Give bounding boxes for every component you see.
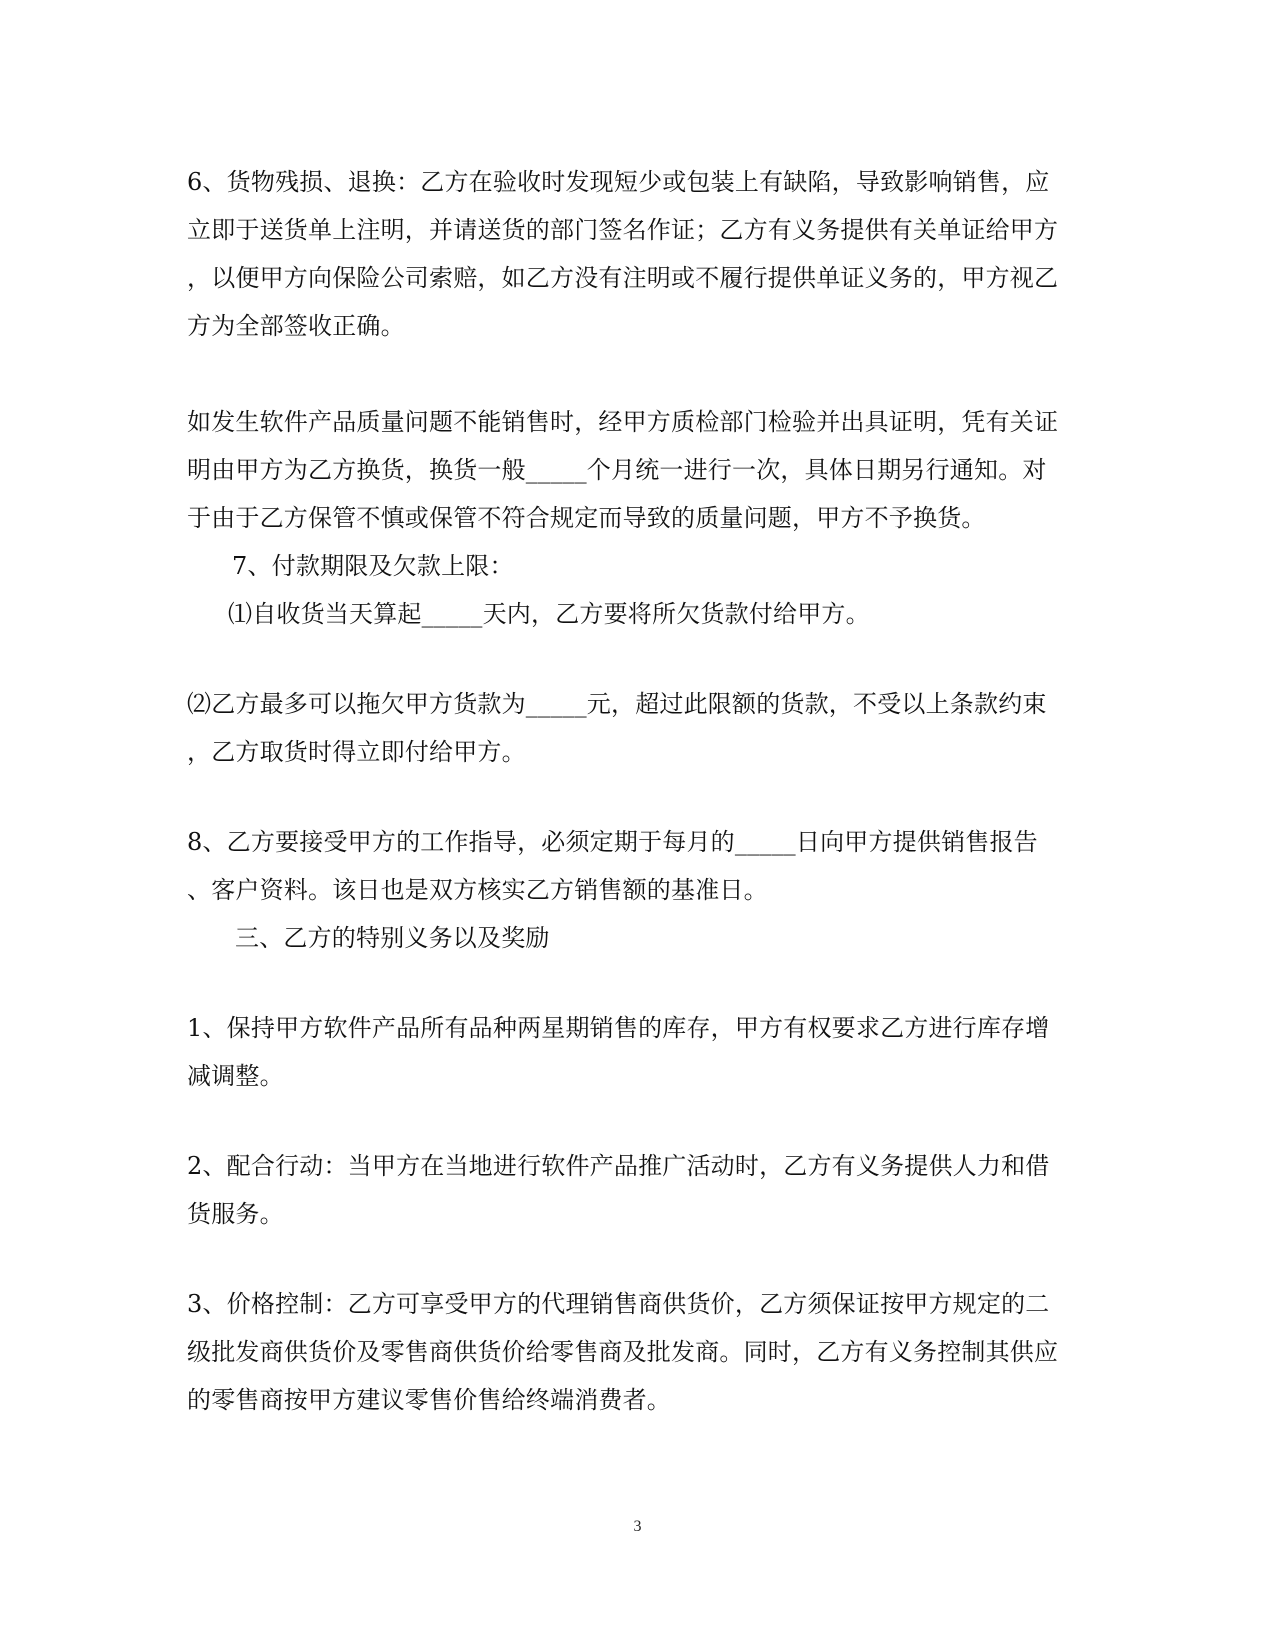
obligation-1-line-1: 1、保持甲方软件产品所有品种两星期销售的库存，甲方有权要求乙方进行库存增	[187, 1014, 1050, 1042]
clause-7-item-2-line-1: ⑵乙方最多可以拖欠甲方货款为_____元，超过此限额的货款，不受以上条款约束	[187, 690, 1047, 718]
obligation-2-line-2: 货服务。	[187, 1200, 284, 1228]
obligation-3-line-2: 级批发商供货价及零售商供货价给零售商及批发商。同时，乙方有义务控制其供应	[187, 1338, 1059, 1366]
clause-6-line-2: 立即于送货单上注明，并请送货的部门签名作证；乙方有义务提供有关单证给甲方	[187, 216, 1059, 244]
obligation-3-line-1: 3、价格控制：乙方可享受甲方的代理销售商供货价，乙方须保证按甲方规定的二	[187, 1290, 1050, 1318]
clause-8-line-1: 8、乙方要接受甲方的工作指导，必须定期于每月的_____日向甲方提供销售报告	[187, 828, 1038, 856]
quality-paragraph-line-2: 明由甲方为乙方换货，换货一般_____个月统一进行一次，具体日期另行通知。对	[187, 456, 1047, 484]
clause-7-item-2-line-2: ，乙方取货时得立即付给甲方。	[187, 738, 526, 766]
clause-7-heading: 7、付款期限及欠款上限：	[232, 552, 514, 580]
clause-6-line-1: 6、货物残损、退换：乙方在验收时发现短少或包装上有缺陷，导致影响销售，应	[187, 168, 1050, 196]
obligation-3-line-3: 的零售商按甲方建议零售价售给终端消费者。	[187, 1386, 671, 1414]
clause-6-line-3: ，以便甲方向保险公司索赔，如乙方没有注明或不履行提供单证义务的，甲方视乙	[187, 264, 1059, 292]
obligation-2-line-1: 2、配合行动：当甲方在当地进行软件产品推广活动时，乙方有义务提供人力和借	[187, 1152, 1050, 1180]
page-number: 3	[633, 1518, 642, 1535]
obligation-1-line-2: 减调整。	[187, 1062, 284, 1090]
section-3-heading: 三、乙方的特别义务以及奖励	[235, 924, 550, 952]
clause-8-line-2: 、客户资料。该日也是双方核实乙方销售额的基准日。	[187, 876, 768, 904]
clause-6-line-4: 方为全部签收正确。	[187, 312, 405, 340]
clause-7-item-1: ⑴自收货当天算起_____天内，乙方要将所欠货款付给甲方。	[228, 600, 870, 628]
quality-paragraph-line-3: 于由于乙方保管不慎或保管不符合规定而导致的质量问题，甲方不予换货。	[187, 504, 986, 532]
quality-paragraph-line-1: 如发生软件产品质量问题不能销售时，经甲方质检部门检验并出具证明，凭有关证	[187, 408, 1059, 436]
